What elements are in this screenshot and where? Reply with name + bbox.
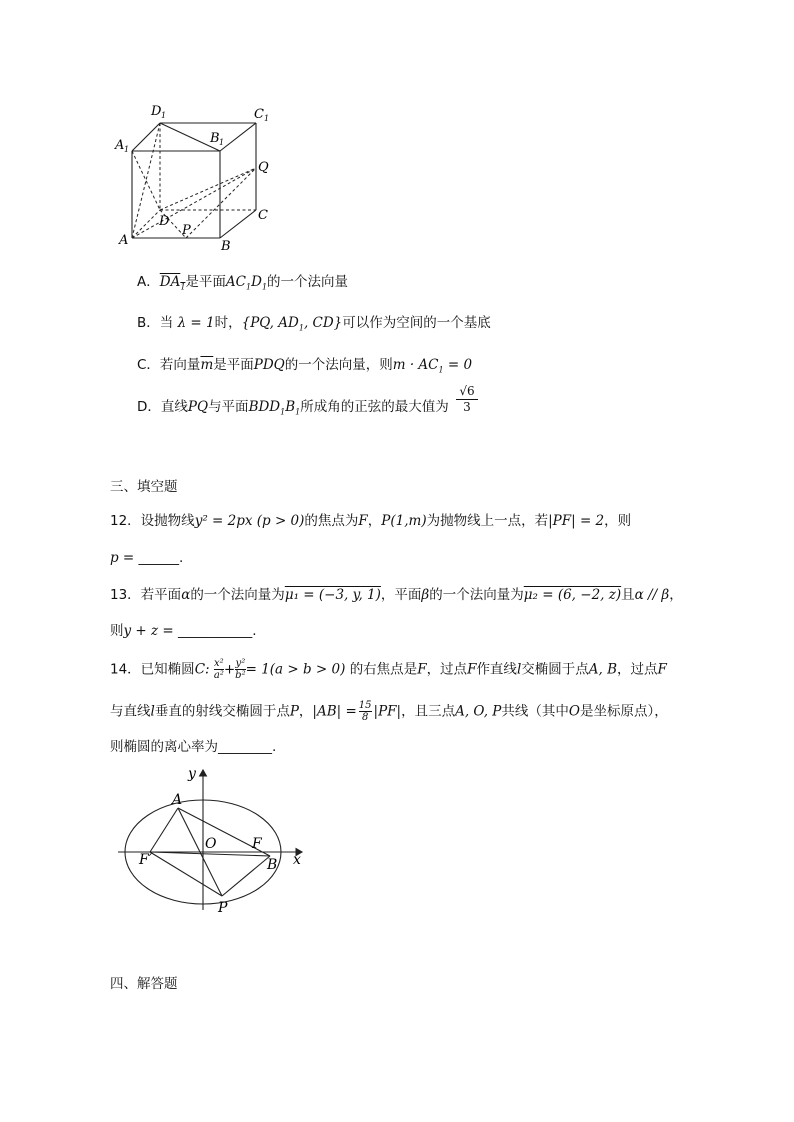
plane-bdd1b1: $BDD_1B_1$ bbox=[248, 399, 301, 417]
answer-blank-14[interactable]: ________. bbox=[218, 739, 277, 755]
section-3-title: 三、填空题 bbox=[110, 479, 178, 495]
question-14-line-2: 与直线l垂直的射线交椭圆于点P，|AB| = $\frac{15}{8}$ |PF|，且三点A, O, P共线（其中O是坐标原点）， bbox=[110, 700, 668, 723]
ellipse-figure bbox=[110, 762, 320, 922]
label-C1-sub: 1 bbox=[264, 114, 270, 123]
label-P: P bbox=[218, 900, 228, 916]
plane-ac1d1: $AC_1D_1$ bbox=[225, 274, 268, 292]
label-F-prime: F′ bbox=[139, 852, 152, 868]
label-A1: A bbox=[115, 138, 125, 153]
question-14-line-3: 则椭圆的离心率为________. bbox=[110, 739, 277, 755]
fraction-sqrt6-over-3: √6 3 bbox=[456, 384, 478, 415]
label-A: A bbox=[172, 792, 183, 808]
label-B1: B bbox=[210, 131, 220, 146]
label-y: y bbox=[188, 766, 196, 782]
label-x: x bbox=[293, 852, 301, 868]
dot-product: $m \cdot AC_1 = 0$ bbox=[392, 357, 473, 375]
vector-da1: $DA_1$ bbox=[159, 274, 186, 292]
section-4-title: 四、解答题 bbox=[110, 976, 178, 992]
vector-set: {PQ, $AD_1$, CD} bbox=[241, 315, 343, 333]
question-13-answer: 则y + z = ___________. bbox=[110, 623, 257, 639]
question-13: 13．若平面α的一个法向量为μ₁ = (−3, y, 1)，平面β的一个法向量为μ₂ = (6, −2, z)且α // β， bbox=[110, 587, 683, 603]
option-a: A．$DA_1$是平面$AC_1D_1$的一个法向量 bbox=[137, 274, 349, 292]
option-c: C．若向量$\overline{m}$是平面PDQ的一个法向量，则$m \cdot AC_1 = 0$ bbox=[137, 357, 473, 375]
label-C1: C bbox=[254, 107, 264, 122]
label-C: C bbox=[258, 208, 268, 223]
label-O: O bbox=[205, 836, 217, 852]
question-14-line-1: 14．已知椭圆C: $\frac{\text{x²}}{\text{a²}}$ + $\frac{\text{y²}}{\text{b²}}$ = 1(a > b > 0) 的右焦点是F，过点F作直线l交椭圆于点A, B，过点F bbox=[110, 658, 667, 681]
option-b: B．当 λ = 1时，{PQ, $AD_1$, CD}可以作为空间的一个基底 bbox=[137, 315, 491, 333]
label-B1-sub: 1 bbox=[219, 138, 225, 147]
cube-figure bbox=[110, 98, 290, 258]
label-D: D bbox=[159, 214, 170, 229]
question-12-answer: p = ______. bbox=[110, 550, 184, 566]
label-A1-sub: 1 bbox=[124, 145, 130, 154]
label-A: A bbox=[119, 233, 129, 248]
label-B: B bbox=[267, 857, 278, 873]
label-B: B bbox=[221, 239, 231, 254]
answer-blank-13[interactable]: ___________. bbox=[178, 623, 257, 639]
answer-blank-12[interactable]: ______. bbox=[138, 550, 184, 566]
label-Q: Q bbox=[258, 160, 269, 175]
question-12: 12．设抛物线y² = 2px (p > 0)的焦点为F，P(1,m)为抛物线上一点，若|PF| = 2，则 bbox=[110, 513, 632, 529]
label-D1-sub: 1 bbox=[161, 111, 167, 120]
option-d: D．直线PQ与平面$BDD_1B_1$所成角的正弦的最大值为 bbox=[137, 399, 449, 417]
label-P: P bbox=[182, 223, 191, 238]
label-D1: D bbox=[151, 104, 162, 119]
label-F: F bbox=[252, 836, 262, 852]
